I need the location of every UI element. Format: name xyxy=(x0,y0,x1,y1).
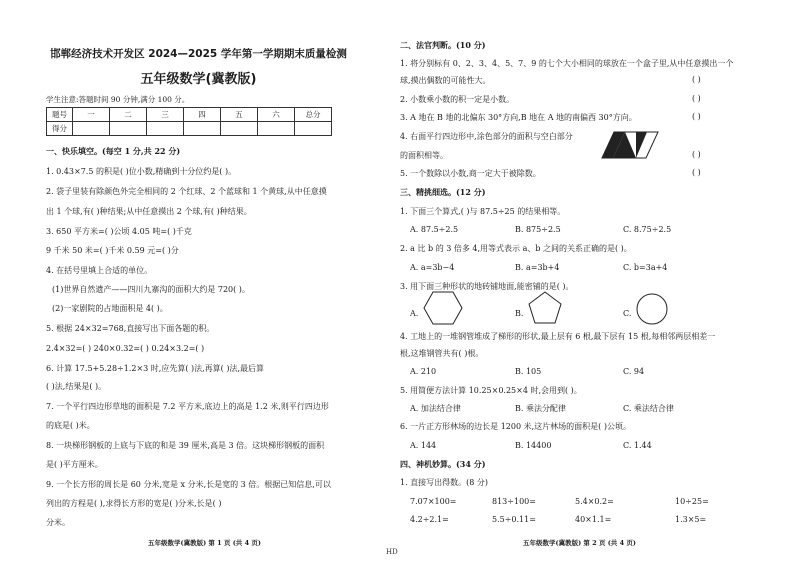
choice-line: 4. 工地上的一堆钢管堆成了梯形的形状,最上层有 6 根,最下层有 15 根,每相邻两层相差一 xyxy=(400,332,716,341)
calc-item[interactable]: 5.4×0.2= xyxy=(575,497,614,506)
score-cell[interactable] xyxy=(221,122,258,136)
choice-option[interactable]: B. xyxy=(515,309,524,318)
score-header-cell: 一 xyxy=(73,108,110,122)
page-footer: 五年级数学(冀教版) 第 1 页 (共 4 页) xyxy=(148,539,261,547)
answer-paren[interactable]: ( ) xyxy=(692,75,701,84)
question-line: 9. 一个长方形的周长是 60 分米,宽是 x 分米,长是宽的 3 倍。根据已知信息,可以 xyxy=(46,480,331,489)
question-line: 6. 计算 17.5+5.28÷1.2×3 时,应先算( )法,再算( )法,最后算 xyxy=(46,364,265,373)
section-1-heading: 一、快乐填空。(每空 1 分,共 22 分) xyxy=(46,146,181,156)
question-line: 分米。 xyxy=(46,518,70,527)
calc-item[interactable]: 4.2÷2.1= xyxy=(410,515,449,524)
choice-line: 5. 用简便方法计算 10.25×0.25×4 时,会用到( )。 xyxy=(400,386,582,395)
question-line: 2.4×32=( ) 240×0.32=( ) 0.24×3.2=( ) xyxy=(46,344,205,353)
score-table-score-row xyxy=(47,122,332,136)
choice-option[interactable]: C. 94 xyxy=(623,367,645,376)
judge-line: 3. A 地在 B 地的北偏东 30°方向,B 地在 A 地的南偏西 30°方向。 xyxy=(400,113,637,122)
calc-item[interactable]: 813÷100= xyxy=(492,497,536,506)
choice-line: 3. 用下面三种形状的地砖铺地面,能密铺的是( )。 xyxy=(400,282,574,291)
question-line: 1. 0.43×7.5 的积是( )位小数,精确到十分位约是( )。 xyxy=(46,167,237,176)
answer-paren[interactable]: ( ) xyxy=(692,168,701,177)
right-page xyxy=(397,0,794,561)
score-table-header-row xyxy=(47,108,332,122)
parallelogram-icon xyxy=(600,130,660,160)
choice-option[interactable]: A. 210 xyxy=(410,367,437,376)
question-line: (2)一家剧院的占地面积是 4( )。 xyxy=(52,304,168,313)
answer-paren[interactable]: ( ) xyxy=(692,112,701,121)
section-2-heading: 二、法官判断。(10 分) xyxy=(400,40,486,50)
choice-option[interactable]: B. 875÷2.5 xyxy=(515,225,561,234)
question-line: 是( )平方厘米。 xyxy=(46,460,103,469)
judge-line: 的面积相等。 xyxy=(400,151,448,160)
choice-option[interactable]: A. 加法结合律 xyxy=(410,404,461,413)
score-cell[interactable] xyxy=(295,122,332,136)
choice-option[interactable]: A. 144 xyxy=(410,441,437,450)
pentagon-icon xyxy=(527,290,563,326)
answer-paren[interactable]: ( ) xyxy=(692,94,701,103)
section-3-heading: 三、精挑细选。(12 分) xyxy=(400,187,486,197)
choice-option[interactable]: C. 8.75÷2.5 xyxy=(623,225,672,234)
judge-line: 1. 将分别标有 0、2、3、4、5、7、9 的七个大小相同的球放在一个盒子里,从中任意摸出一个 xyxy=(400,59,734,68)
question-line: ( )法,结果是( )。 xyxy=(46,382,107,391)
score-header-cell: 总分 xyxy=(295,108,332,122)
exam-subtitle: 五年级数学(冀教版) xyxy=(140,72,257,87)
choice-option[interactable]: C. 乘法结合律 xyxy=(623,404,674,413)
question-line: 2. 袋子里装有除颜色外完全相同的 2 个红球、2 个蓝球和 1 个黄球,从中任意摸 xyxy=(46,187,327,196)
score-row-label: 得分 xyxy=(47,122,73,136)
page-footer: 五年级数学(冀教版) 第 2 页 (共 4 页) xyxy=(523,539,636,547)
choice-option[interactable]: B. a=3b+4 xyxy=(515,263,560,272)
question-line: 8. 一块梯形钢板的上底与下底的和是 39 厘米,高是 3 倍。这块梯形钢板的面积 xyxy=(46,441,325,450)
score-cell[interactable] xyxy=(73,122,110,136)
question-line: 5. 根据 24×32=768,直接写出下面各题的积。 xyxy=(46,324,215,333)
student-notice: 学生注意:答题时间 90 分钟,满分 100 分。 xyxy=(46,95,190,104)
score-header-cell: 题号 xyxy=(47,108,73,122)
answer-paren[interactable]: ( ) xyxy=(692,150,701,159)
score-cell[interactable] xyxy=(258,122,295,136)
choice-option[interactable]: A. a=3b−4 xyxy=(410,263,455,272)
choice-option[interactable]: A. xyxy=(410,309,419,318)
question-line: 出 1 个球,有( )种结果;从中任意摸出 2 个球,有( )种结果。 xyxy=(46,207,252,216)
calc-intro: 1. 直接写出得数。(8 分) xyxy=(400,478,489,487)
question-line: 4. 在括号里填上合适的单位。 xyxy=(46,266,153,275)
score-cell[interactable] xyxy=(110,122,147,136)
question-line: 9 千米 50 米=( )千米 0.59 元=( )分 xyxy=(46,246,179,255)
calc-item[interactable]: 7.07×100= xyxy=(410,497,457,506)
score-header-cell: 六 xyxy=(258,108,295,122)
choice-line: 根,这堆钢管共有( )根。 xyxy=(400,349,484,358)
calc-item[interactable]: 1.3×5= xyxy=(675,515,707,524)
choice-option[interactable]: B. 14400 xyxy=(515,441,552,450)
hexagon-icon xyxy=(423,290,463,326)
choice-option[interactable]: B. 乘法分配律 xyxy=(515,404,566,413)
question-line: 7. 一个平行四边形草地的面积是 7.2 平方米,底边上的高是 1.2 米,则平行四边形 xyxy=(46,402,329,411)
question-line: 3. 650 平方米=( )公顷 4.05 吨=( )千克 xyxy=(46,227,192,236)
circle-icon xyxy=(635,292,669,326)
score-header-cell: 五 xyxy=(221,108,258,122)
choice-option[interactable]: C. b=3a+4 xyxy=(623,263,668,272)
choice-line: 6. 一片正方形林场的边长是 1200 米,这片林场的面积是( )公顷。 xyxy=(400,422,631,431)
choice-option[interactable]: C. 1.44 xyxy=(623,441,652,450)
calc-item[interactable]: 40×1.1= xyxy=(575,515,612,524)
choice-option[interactable]: C. xyxy=(623,309,632,318)
score-cell[interactable] xyxy=(147,122,184,136)
choice-line: 2. a 比 b 的 3 倍多 4,用等式表示 a、b 之间的关系正确的是( )。 xyxy=(400,244,632,253)
judge-line: 2. 小数乘小数的积一定是小数。 xyxy=(400,95,515,104)
question-line: (1)世界自然遗产——四川九寨沟的面积大约是 720( )。 xyxy=(52,285,250,294)
score-cell[interactable] xyxy=(184,122,221,136)
judge-line: 5. 一个数除以小数,商一定大于被除数。 xyxy=(400,169,541,178)
calc-item[interactable]: 10÷25= xyxy=(675,497,709,506)
score-header-cell: 二 xyxy=(110,108,147,122)
score-table xyxy=(46,107,332,136)
judge-line: 球,摸出偶数的可能性大。 xyxy=(400,76,491,85)
choice-option[interactable]: A. 87.5÷2.5 xyxy=(410,225,459,234)
score-header-cell: 三 xyxy=(147,108,184,122)
exam-title: 邯郸经济技术开发区 2024—2025 学年第一学期期末质量检测 xyxy=(50,48,347,60)
section-4-heading: 四、神机妙算。(34 分) xyxy=(400,459,486,469)
choice-option[interactable]: B. 105 xyxy=(515,367,542,376)
watermark-text: HD xyxy=(386,548,398,556)
score-header-cell: 四 xyxy=(184,108,221,122)
question-line: 列出的方程是( ),求得长方形的宽是( )分米,长是( ) xyxy=(46,499,222,508)
choice-line: 1. 下面三个算式,( )与 87.5÷25 的结果相等。 xyxy=(400,207,566,216)
calc-item[interactable]: 5.5÷0.11= xyxy=(492,515,536,524)
question-line: 的底是( )米。 xyxy=(46,421,95,430)
judge-line: 4. 右面平行四边形中,涂色部分的面积与空白部分 xyxy=(400,132,573,141)
